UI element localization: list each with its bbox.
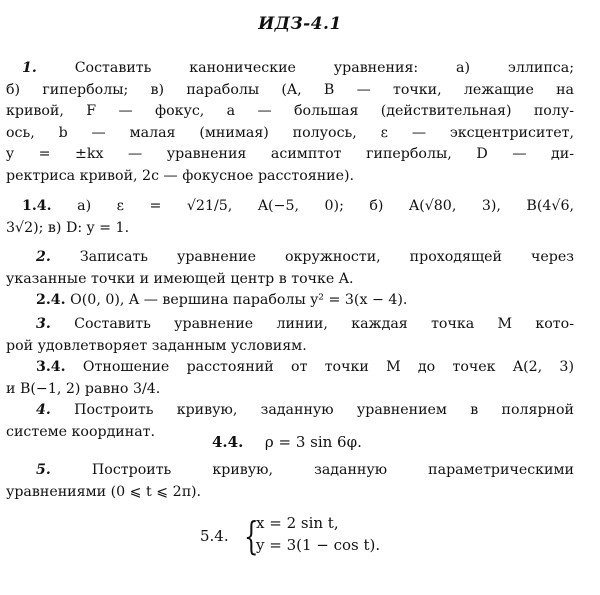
variant-1-line: 1.4. а) ε = √21/5, A(−5, 0); б) A(√80, 3), B(4√6, [22,198,574,214]
problem-5-number: 5. [36,462,51,478]
problem-1-line: ректриса кривой, 2c — фокусное расстояние). [6,167,355,184]
problem-4-number: 4. [36,402,51,418]
problem-5-line: уравнениями (0 ⩽ t ⩽ 2π). [6,483,202,500]
problem-5-line: 5. Построить кривую, заданную параметрическими [36,462,574,478]
variant-2-number: 2.4. [36,292,66,308]
problem-2-line: 2. Записать уравнение окружности, проходящей через [36,249,574,265]
problem-1-line: ось, b — малая (мнимая) полуось, ε — эксцентриситет, [6,124,574,141]
variant-4-number: 4.4. [212,433,244,451]
variant-1-4 [6,196,574,239]
system-equation-2: y = 3(1 − cos t). [256,536,381,554]
variant-3-number: 3.4. [36,359,66,375]
variant-5-number: 5.4. [200,527,229,545]
system-equation-1: x = 2 sin t, [256,514,339,532]
problem-1-number: 1. [22,60,37,76]
variant-1-line: 3√2); в) D: y = 1. [6,219,130,236]
variant-2-4 [6,290,574,312]
problem-1-line: кривой, F — фокус, a — большая (действительная) полу- [6,103,574,119]
variant-4-4 [212,433,362,451]
problem-1-line: б) гиперболы; в) параболы (A, B — точки, лежащие на [6,81,574,98]
problem-3-line: 3. Составить уравнение линии, каждая точка M кото- [36,316,574,332]
problem-3 [6,314,574,357]
problem-4-line: системе координат. [6,423,156,440]
problem-2-number: 2. [36,249,51,265]
system-brace: { [244,514,259,558]
problem-2 [6,247,574,290]
problem-2-line: указанные точки и имеющей центр в точке A. [6,270,354,287]
variant-3-4 [6,357,574,400]
problem-3-number: 3. [36,316,51,332]
variant-4-equation: ρ = 3 sin 6φ. [264,433,362,451]
problem-5 [6,460,574,503]
variant-3-line: и B(−1, 2) равно 3/4. [6,380,161,397]
variant-1-number: 1.4. [22,198,52,214]
variant-2-line: 2.4. O(0, 0), A — вершина параболы y² = 3(x − 4). [36,292,408,308]
problem-4-line: 4. Построить кривую, заданную уравнением в полярной [36,402,574,418]
problem-3-line: рой удовлетворяет заданным условиям. [6,337,307,354]
problem-1 [6,58,574,187]
problem-1-line: y = ±kx — уравнения асимптот гиперболы, D — ди- [6,146,574,162]
page-title: ИДЗ-4.1 [258,14,342,34]
problem-1-line: 1. Составить канонические уравнения: а) эллипса; [22,60,574,76]
variant-3-line: 3.4. Отношение расстояний от точки M до точек A(2, 3) [36,359,574,375]
